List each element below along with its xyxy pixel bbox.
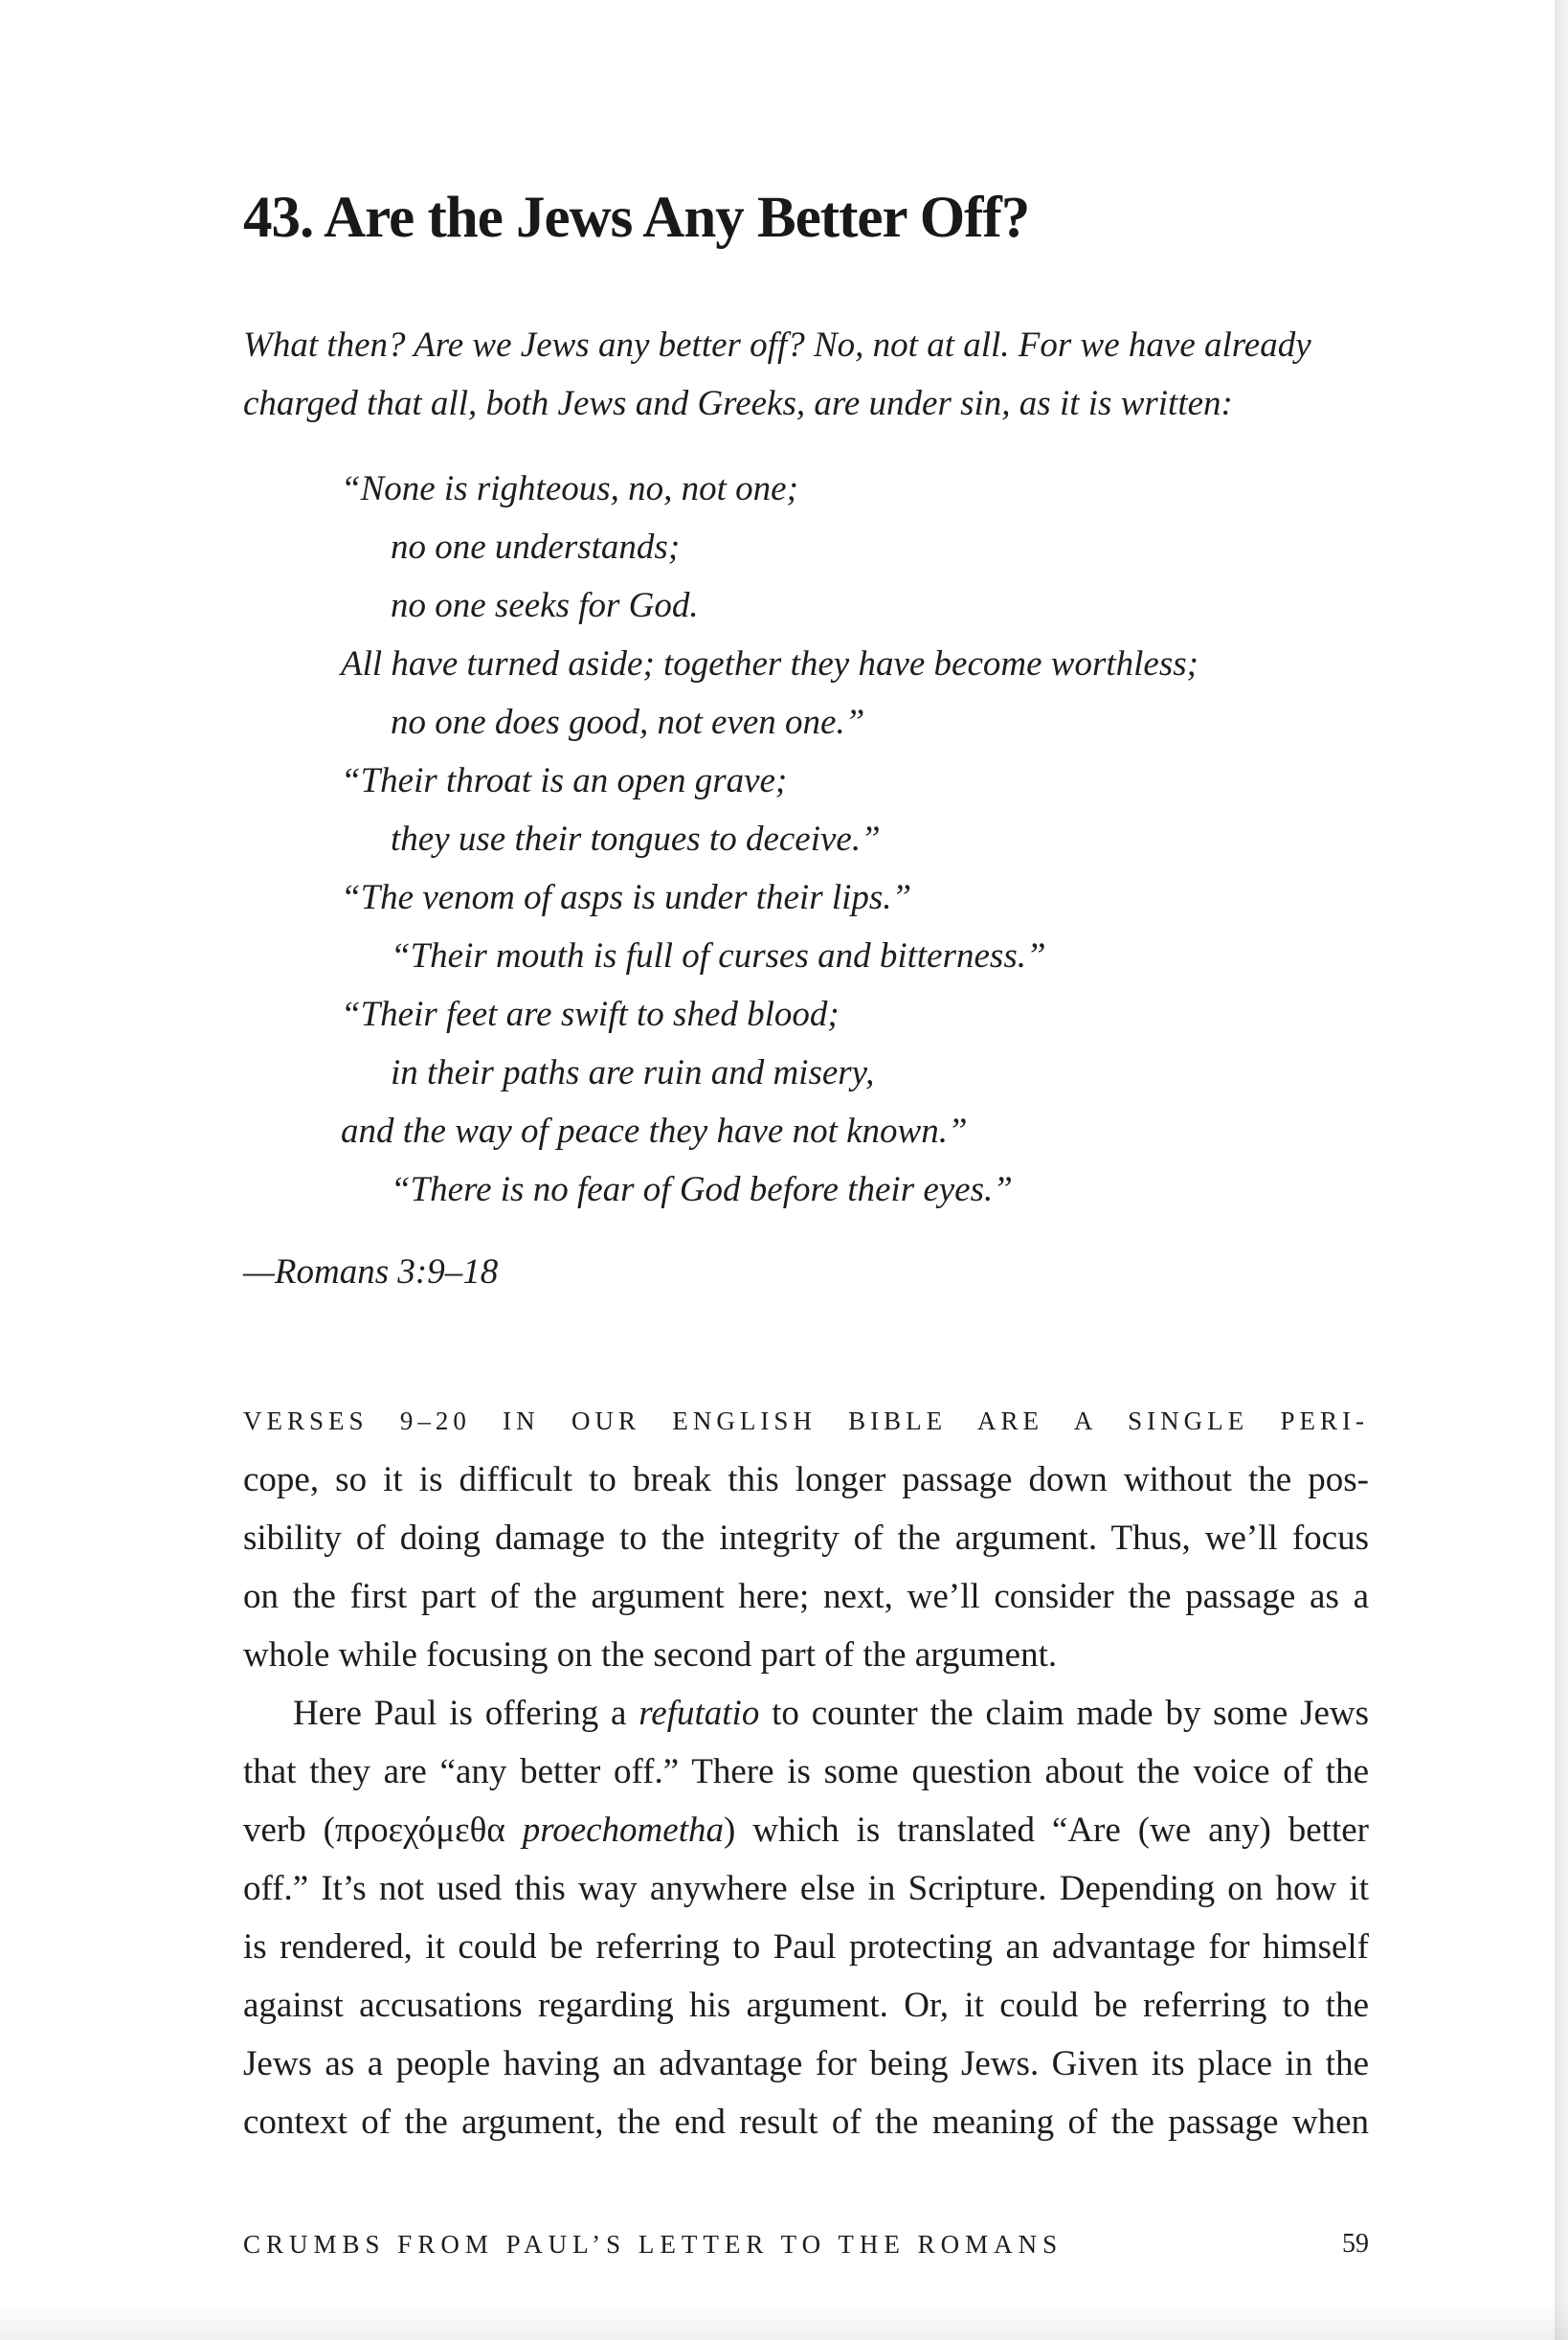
body-line: context of the argument, the end result of the meaning of the passage when: [243, 2103, 1369, 2142]
body-line: whole while focusing on the second part of the argument.: [243, 1635, 1058, 1675]
body-text-run: verb (: [243, 1811, 335, 1850]
greek-term: προεχόμεθα: [334, 1811, 505, 1850]
page-number: 59: [1342, 2229, 1369, 2259]
page-edge: [1555, 0, 1568, 2340]
latin-term: refutatio: [638, 1694, 760, 1733]
body-text-run: Here Paul is offering a: [293, 1694, 639, 1733]
chapter-title: 43. Are the Jews Any Better Off?: [243, 186, 1030, 250]
poem-line: “Their feet are swift to shed blood;: [341, 995, 840, 1034]
body-line: on the first part of the argument here; next, we’ll consider the passage as a: [243, 1577, 1369, 1616]
body-text-run: ) which is translated “Are (we any) better: [723, 1811, 1369, 1850]
poem-line: no one seeks for God.: [391, 586, 699, 625]
body-text: [243, 1392, 1369, 2151]
intro-line: charged that all, both Jews and Greeks, are under sin, as it is written:: [243, 384, 1233, 423]
poem-line: “Their throat is an open grave;: [341, 761, 788, 800]
transliteration: proechometha: [522, 1811, 724, 1850]
body-line: that they are “any better off.” There is some question about the voice of the: [243, 1752, 1369, 1791]
scripture-poem: [341, 460, 1198, 1219]
poem-line: they use their tongues to deceive.”: [391, 820, 881, 859]
body-line: sibility of doing damage to the integrity of the argument. Thus, we’ll focus: [243, 1519, 1369, 1558]
running-footer-title: CRUMBS FROM PAUL’S LETTER TO THE ROMANS: [243, 2230, 1064, 2259]
poem-line: “Their mouth is full of curses and bitterness.”: [391, 936, 1046, 976]
intro-line: What then? Are we Jews any better off? No, not at all. For we have already: [243, 326, 1311, 365]
body-line: is rendered, it could be referring to Paul protecting an advantage for himself: [243, 1927, 1369, 1967]
poem-line: “The venom of asps is under their lips.”: [341, 878, 912, 917]
scripture-citation: —Romans 3:9–18: [243, 1252, 499, 1292]
body-line: against accusations regarding his argument. Or, it could be referring to the: [243, 1986, 1369, 2025]
poem-line: All have turned aside; together they have become worthless;: [341, 644, 1198, 684]
body-line: Jews as a people having an advantage for being Jews. Given its place in the: [243, 2044, 1369, 2083]
poem-line: “None is righteous, no, not one;: [341, 469, 798, 508]
bottom-shadow: [0, 2302, 1568, 2340]
body-text-run: to counter the claim made by some Jews: [759, 1694, 1369, 1733]
body-line: off.” It’s not used this way anywhere else in Scripture. Depending on how it: [243, 1869, 1369, 1908]
body-line: [243, 1684, 1369, 1743]
body-line: VERSES 9–20 IN OUR ENGLISH BIBLE ARE A SINGLE PERI-: [243, 1406, 1369, 1435]
poem-line: and the way of peace they have not known.”: [341, 1112, 968, 1151]
poem-line: “There is no fear of God before their eyes.”: [391, 1170, 1013, 1209]
poem-line: no one does good, not even one.”: [391, 703, 865, 742]
body-line: [243, 1801, 1369, 1859]
scripture-intro: [243, 316, 1373, 433]
poem-line: no one understands;: [391, 528, 681, 567]
poem-line: in their paths are ruin and misery,: [391, 1053, 875, 1092]
body-line: cope, so it is difficult to break this longer passage down without the pos-: [243, 1460, 1369, 1499]
